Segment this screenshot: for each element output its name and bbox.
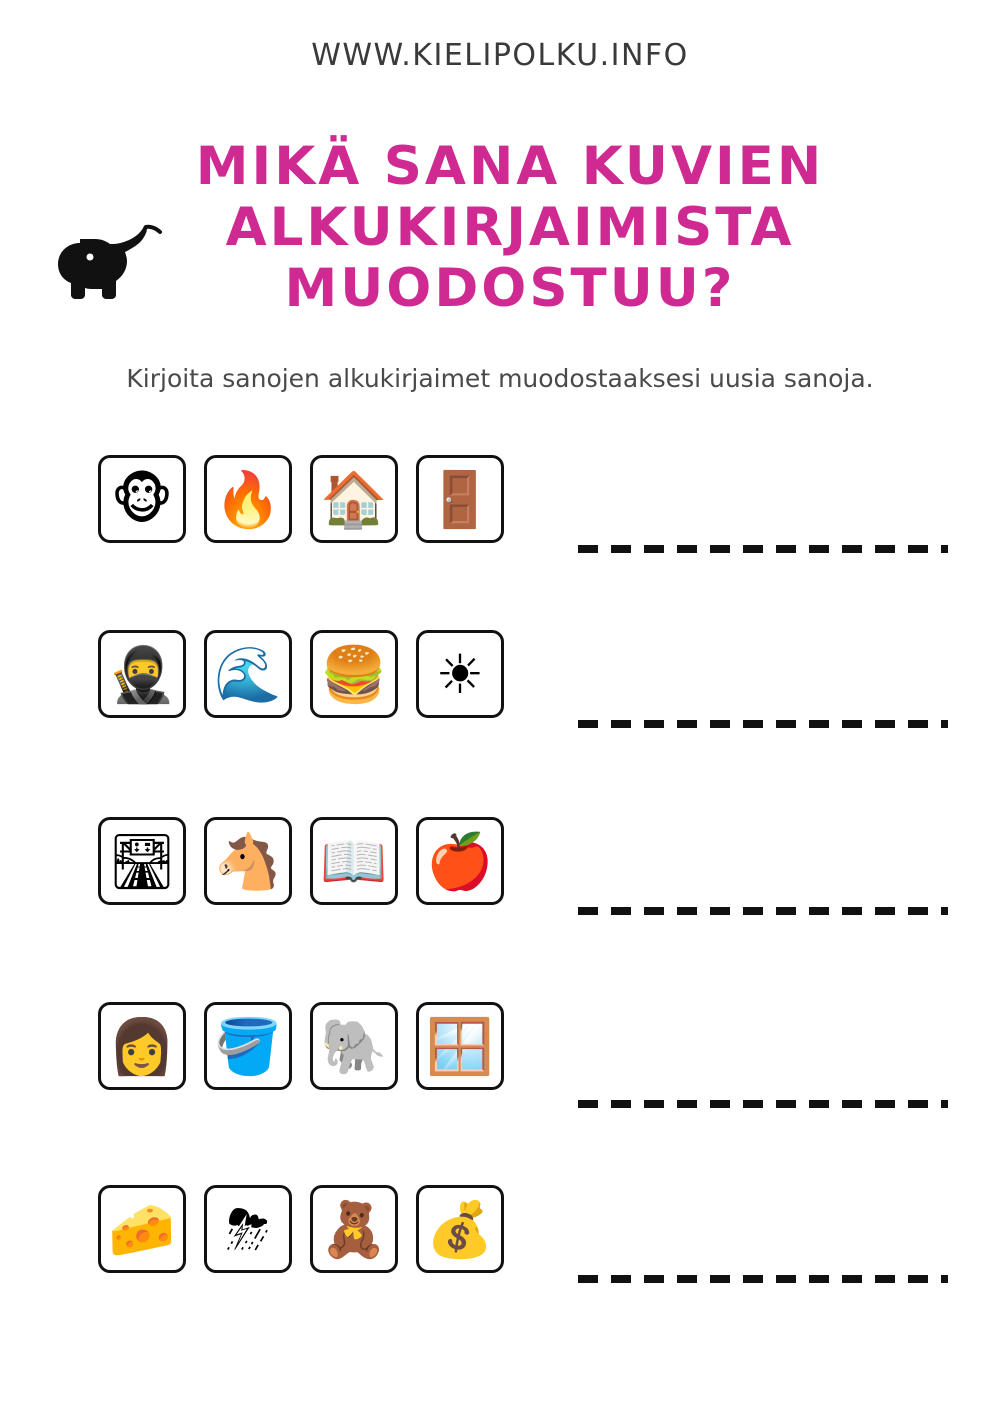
thunderstorm-icon: ⛈	[226, 1198, 270, 1261]
page-title: MIKÄ SANA KUVIEN ALKUKIRJAIMISTA MUODOSTUU?	[195, 135, 825, 320]
picture-tiles	[98, 1185, 504, 1273]
answer-line[interactable]	[578, 545, 948, 553]
reading-boy-icon: 📖	[320, 830, 388, 893]
picture-tiles	[98, 1002, 504, 1090]
window-icon: 🪟	[426, 1015, 494, 1078]
worksheet-rows	[0, 445, 1000, 1370]
picture-tile[interactable]	[310, 455, 398, 543]
sun-icon: ☀	[435, 643, 485, 706]
picture-tiles	[98, 455, 504, 543]
bucket-icon: 🪣	[214, 1015, 282, 1078]
elephant-icon: 🐘	[320, 1015, 388, 1078]
house-icon: 🏠	[320, 468, 388, 531]
answer-line[interactable]	[578, 1275, 948, 1283]
page-subtitle: Kirjoita sanojen alkukirjaimet muodostaaksesi uusia sanoja.	[126, 364, 874, 393]
site-url: WWW.KIELIPOLKU.INFO	[311, 38, 689, 73]
worksheet-row	[0, 630, 1000, 815]
wave-icon: 🌊	[214, 643, 282, 706]
picture-tile[interactable]	[98, 630, 186, 718]
apple-icon: 🍎	[426, 830, 494, 893]
picture-tile[interactable]	[416, 1185, 504, 1273]
picture-tile[interactable]	[416, 817, 504, 905]
thief-icon: 🥷	[108, 643, 176, 706]
picture-tile[interactable]	[204, 630, 292, 718]
picture-tile[interactable]	[98, 1002, 186, 1090]
picture-tile[interactable]	[204, 455, 292, 543]
picture-tile[interactable]	[204, 1002, 292, 1090]
picture-tile[interactable]	[204, 1185, 292, 1273]
picture-tile[interactable]	[310, 630, 398, 718]
donkey-icon: 🐴	[214, 830, 282, 893]
teddy-bear-icon: 🧸	[320, 1198, 388, 1261]
worksheet-row	[0, 445, 1000, 630]
mother-and-baby-icon: 👩	[108, 1015, 176, 1078]
answer-line[interactable]	[578, 907, 948, 915]
hamburger-icon: 🍔	[320, 643, 388, 706]
monkey-icon: 🐵	[110, 468, 174, 531]
worksheet-row	[0, 1000, 1000, 1185]
picture-tiles	[98, 817, 504, 905]
door-icon: 🚪	[426, 468, 494, 531]
road-icon: 🛣	[107, 830, 177, 893]
picture-tile[interactable]	[416, 1002, 504, 1090]
picture-tile[interactable]	[310, 817, 398, 905]
picture-tile[interactable]	[98, 455, 186, 543]
answer-line[interactable]	[578, 1100, 948, 1108]
picture-tile[interactable]	[98, 1185, 186, 1273]
oven-icon: 🔥	[214, 468, 282, 531]
picture-tile[interactable]	[98, 817, 186, 905]
picture-tile[interactable]	[416, 630, 504, 718]
picture-tile[interactable]	[204, 817, 292, 905]
worksheet-row	[0, 815, 1000, 1000]
answer-line[interactable]	[578, 720, 948, 728]
picture-tile[interactable]	[310, 1002, 398, 1090]
picture-tiles	[98, 630, 504, 718]
cheese-icon: 🧀	[108, 1198, 176, 1261]
picture-tile[interactable]	[310, 1185, 398, 1273]
picture-tile[interactable]	[416, 455, 504, 543]
treasure-chest-icon: 💰	[426, 1198, 494, 1261]
worksheet-row	[0, 1185, 1000, 1370]
